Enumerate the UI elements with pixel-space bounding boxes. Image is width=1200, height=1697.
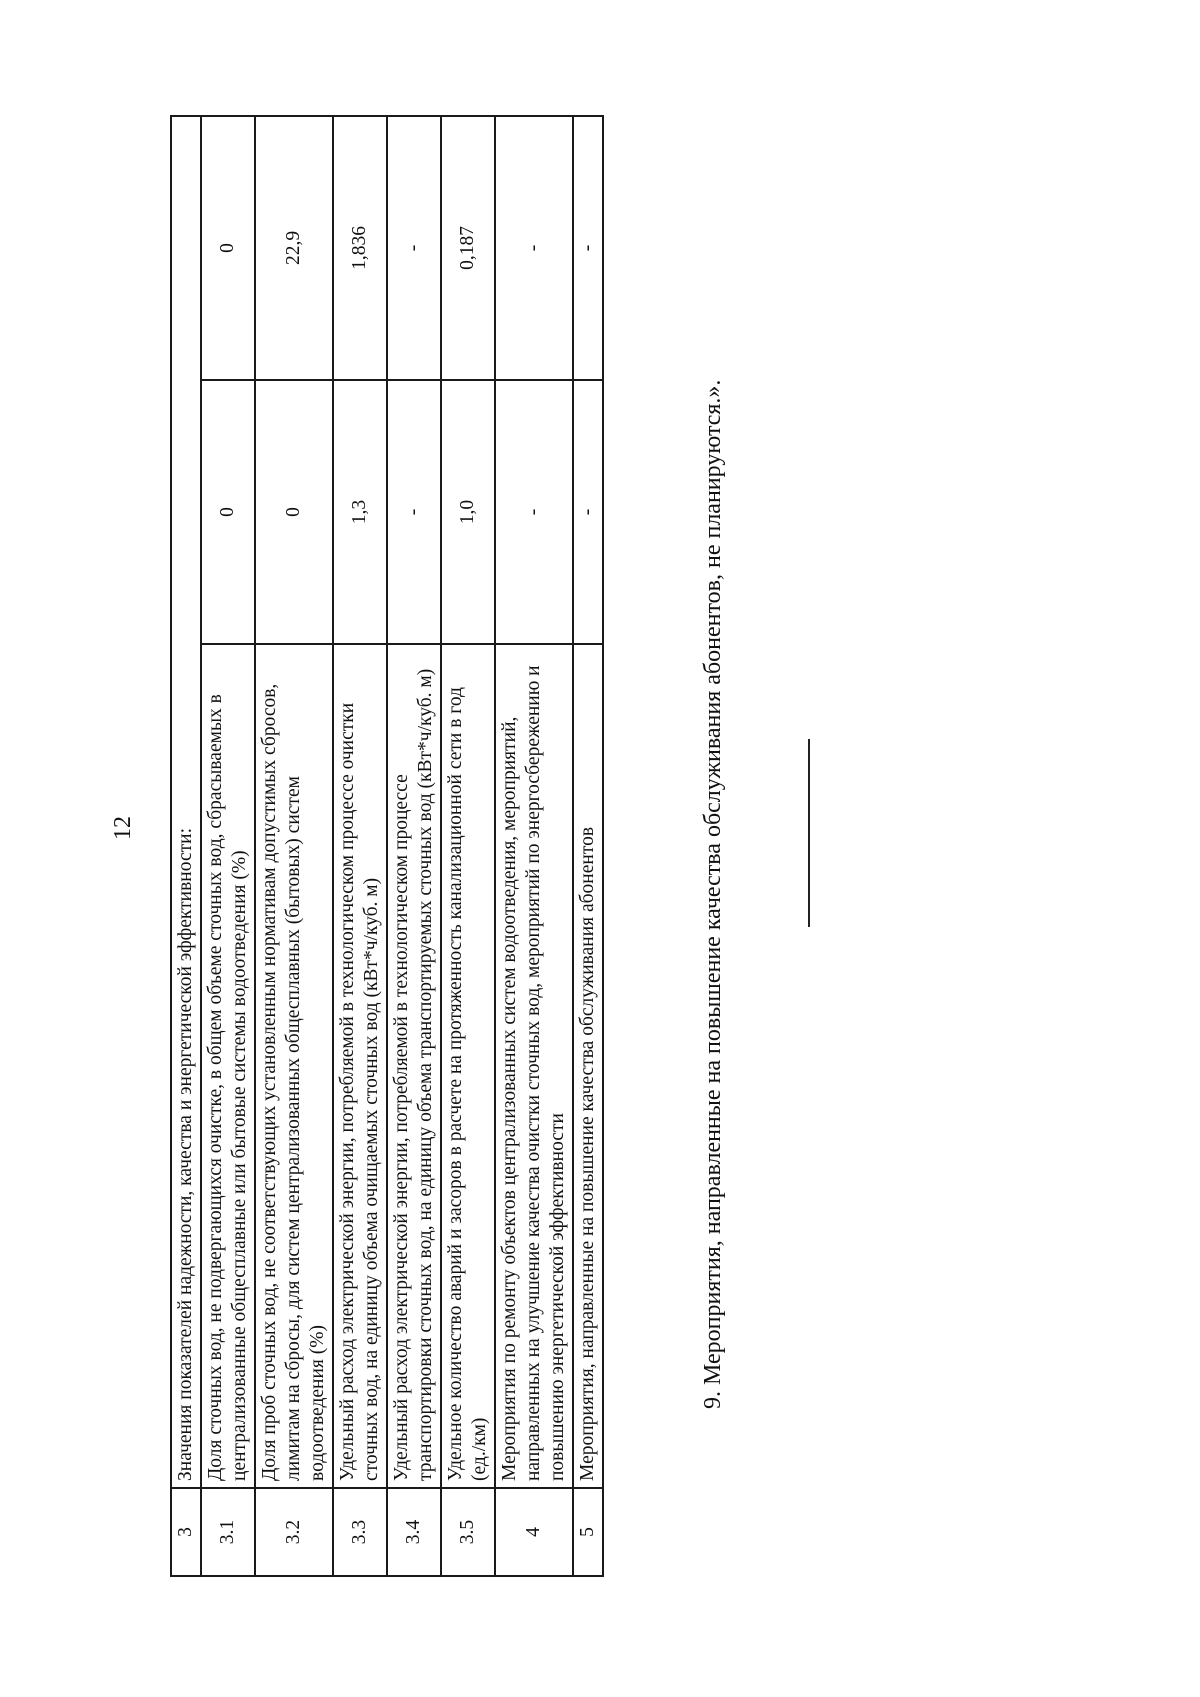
table-row <box>171 116 201 1576</box>
value-cell: - <box>573 380 603 644</box>
row-number: 3.4 <box>387 1488 441 1576</box>
row-number: 3.3 <box>333 1488 387 1576</box>
section-title: Значения показателей надежности, качества и энергетической эффективности: <box>171 116 201 1488</box>
row-number: 3 <box>171 1488 201 1576</box>
value-cell: - <box>387 380 441 644</box>
row-number: 5 <box>573 1488 603 1576</box>
table-row <box>201 116 255 1576</box>
indicator-name: Доля сточных вод, не подвергающихся очистке, в общем объеме сточных вод, сбрасываемых в централизованные общесплавные или бытовые системы водоотведения (%) <box>201 644 255 1488</box>
table-row <box>573 116 603 1576</box>
value-cell: 0 <box>255 380 333 644</box>
indicator-name: Удельное количество аварий и засоров в расчете на протяженность канализационной сети в год (ед./км) <box>441 644 495 1488</box>
table-row <box>441 116 495 1576</box>
row-number: 4 <box>495 1488 573 1576</box>
value-cell: 0,187 <box>441 116 495 380</box>
value-cell: 1,3 <box>333 380 387 644</box>
row-number: 3.1 <box>201 1488 255 1576</box>
row-number: 3.2 <box>255 1488 333 1576</box>
value-cell: 0 <box>201 380 255 644</box>
value-cell: 1,836 <box>333 116 387 380</box>
value-cell: - <box>495 116 573 380</box>
table-row <box>387 116 441 1576</box>
page-number: 12 <box>110 816 136 840</box>
closing-paragraph: 9. Мероприятия, направленные на повышение качества обслуживания абонентов, не планируются.». <box>700 379 726 1409</box>
table-row <box>333 116 387 1576</box>
value-cell: - <box>573 116 603 380</box>
indicator-name: Мероприятия, направленные на повышение качества обслуживания абонентов <box>573 644 603 1488</box>
indicator-name: Мероприятия по ремонту объектов централизованных систем водоотведения, мероприятий, направленных на улучшение качества очистки сточных вод, мероприятий по энергосбережению и повышению энергетической эффективности <box>495 644 573 1488</box>
indicators-table <box>170 117 604 1577</box>
value-cell: 22,9 <box>255 116 333 380</box>
indicator-name: Доля проб сточных вод, не соответствующих установленным нормативам допустимых сбросов, лимитам на сбросы, для систем централизованных общесплавных (бытовых) систем водоотведения (%) <box>255 644 333 1488</box>
value-cell: 0 <box>201 116 255 380</box>
indicator-name: Удельный расход электрической энергии, потребляемой в технологическом процессе очистки сточных вод, на единицу объема очищаемых сточных вод (кВт*ч/куб. м) <box>333 644 387 1488</box>
table-row <box>255 116 333 1576</box>
value-cell: 1,0 <box>441 380 495 644</box>
row-number: 3.5 <box>441 1488 495 1576</box>
value-cell: - <box>495 380 573 644</box>
table-row <box>495 116 573 1576</box>
separator-line <box>808 739 810 927</box>
indicator-name: Удельный расход электрической энергии, потребляемой в технологическом процессе транспортировки сточных вод, на единицу объема транспортируемых сточных вод (кВт*ч/куб. м) <box>387 644 441 1488</box>
value-cell: - <box>387 116 441 380</box>
